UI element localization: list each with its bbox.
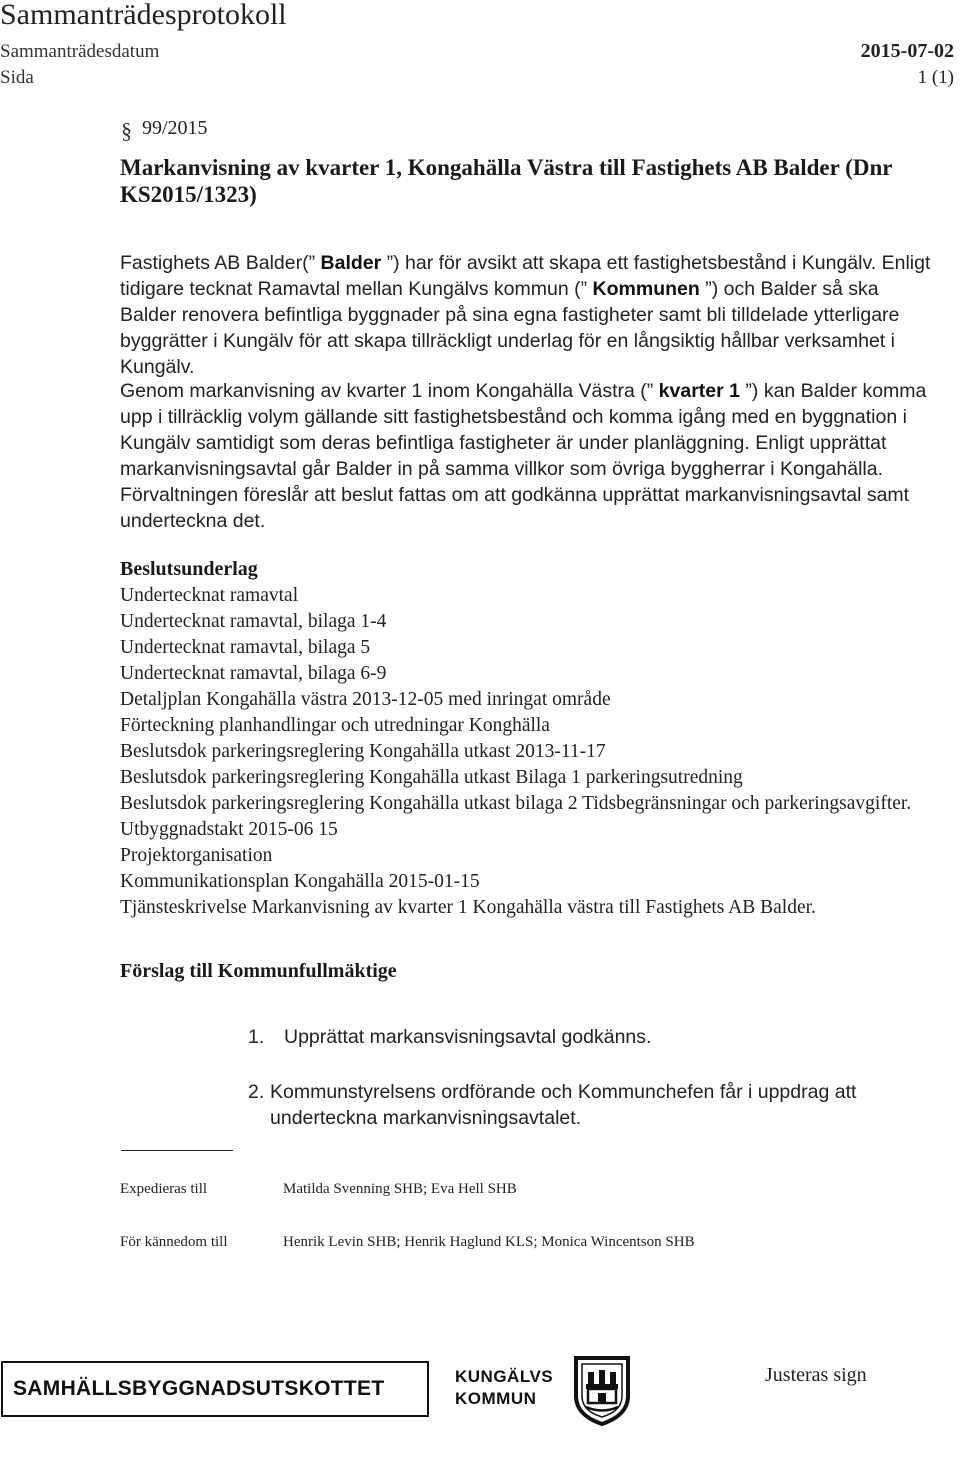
proposal-list	[248, 1024, 938, 1131]
proposal-heading: Förslag till Kommunfullmäktige	[120, 960, 397, 982]
text-run: Fastighets AB Balder(”	[120, 252, 321, 274]
case-number: 99/2015	[142, 117, 208, 139]
logo-line: KOMMUN	[455, 1389, 537, 1408]
meeting-date-label: Sammanträdesdatum	[0, 41, 160, 62]
basis-item: Detaljplan Kongahälla västra 2013-12-05 med inringat område	[120, 689, 611, 710]
municipality-logo-text	[455, 1366, 553, 1410]
meeting-date: 2015-07-02	[860, 40, 954, 62]
proposal-text: Kommunstyrelsens ordförande och Kommunchefen får i uppdrag att underteckna markanvisningsavtalet.	[270, 1081, 857, 1129]
basis-heading: Beslutsunderlag	[120, 558, 258, 580]
basis-item: Undertecknat ramavtal, bilaga 5	[120, 637, 371, 658]
proposal-number: 1.	[248, 1026, 265, 1048]
page-number: 1 (1)	[917, 67, 954, 88]
term-kvarter-1: kvarter 1	[658, 380, 740, 402]
basis-item: Tjänsteskrivelse Markanvisning av kvarter 1 Kongahälla västra till Fastighets AB Balder.	[120, 897, 816, 918]
text-run: ”) och Balder så ska Balder renovera befintliga byggnader på sina egna fastigheter samt bli tilldelade ytterligare byggrätter i Kungälv för att skapa tillräckligt underlag för en långsiktig hållbar verksamhet i Kungälv.	[120, 278, 900, 378]
term-balder: Balder	[320, 252, 382, 274]
basis-item: Undertecknat ramavtal	[120, 585, 299, 606]
basis-item: Beslutsdok parkeringsreglering Kongahälla utkast 2013-11-17	[120, 741, 606, 762]
background-paragraph-2	[120, 378, 940, 534]
proposal-number: 2.	[248, 1081, 265, 1103]
basis-item: Kommunikationsplan Kongahälla 2015-01-15	[120, 871, 480, 892]
case-title: Markanvisning av kvarter 1, Kongahälla Västra till Fastighets AB Balder (Dnr KS2015/1323)	[120, 155, 893, 207]
basis-item: Projektorganisation	[120, 845, 273, 866]
coat-of-arms-icon	[572, 1352, 632, 1426]
paragraph-symbol: §	[121, 118, 132, 143]
proposal-item	[248, 1024, 938, 1050]
page-label: Sida	[0, 67, 34, 88]
send-to-label: Expedieras till	[120, 1181, 208, 1197]
basis-item: Utbyggnadstakt 2015-06 15	[120, 819, 338, 840]
divider-line	[121, 1150, 233, 1151]
sign-label: Justeras sign	[765, 1364, 867, 1386]
logo-line: KUNGÄLVS	[455, 1367, 554, 1386]
basis-list	[120, 583, 940, 921]
basis-item: Förteckning planhandlingar och utredningar Konghälla	[120, 715, 550, 736]
basis-item: Undertecknat ramavtal, bilaga 1-4	[120, 611, 387, 632]
text-run: ”) har för avsikt att skapa ett fastighetsbestånd i Kungälv. Enligt tidigare tecknat Ramavtal mellan Kungälvs kommun (”	[120, 252, 931, 300]
proposal-item	[248, 1079, 938, 1131]
for-info-recipients: Henrik Levin SHB; Henrik Haglund KLS; Monica Wincentson SHB	[283, 1234, 695, 1250]
proposal-text: Upprättat markansvisningsavtal godkänns.	[284, 1026, 652, 1048]
text-run: ”) kan Balder komma upp i tillräcklig volym gällande sitt fastighetsbestånd och komma igång med en byggnation i Kungälv samtidigt som deras befintliga fastigheter är under planläggning. Enligt upprättat markanvisningsavtal går Balder in på samma villkor som övriga byggherrar i Kongahälla. Förvaltningen föreslår att beslut fattas om att godkänna upprättat markanvisningsavtal samt underteckna det.	[120, 380, 927, 532]
protocol-title: Sammanträdesprotokoll	[0, 0, 287, 31]
background-paragraph-1	[120, 250, 940, 380]
text-run: Genom markanvisning av kvarter 1 inom Kongahälla Västra (”	[120, 380, 659, 402]
basis-item: Undertecknat ramavtal, bilaga 6-9	[120, 663, 387, 684]
committee-name: SAMHÄLLSBYGGNADSUTSKOTTET	[13, 1377, 385, 1400]
send-to-recipients: Matilda Svenning SHB; Eva Hell SHB	[283, 1181, 517, 1197]
term-kommunen: Kommunen	[592, 278, 700, 300]
basis-item: Beslutsdok parkeringsreglering Kongahälla utkast Bilaga 1 parkeringsutredning	[120, 767, 743, 788]
for-info-label: För kännedom till	[120, 1234, 228, 1250]
basis-item: Beslutsdok parkeringsreglering Kongahälla utkast bilaga 2 Tidsbegränsningar och parkeringsavgifter.	[120, 793, 912, 814]
